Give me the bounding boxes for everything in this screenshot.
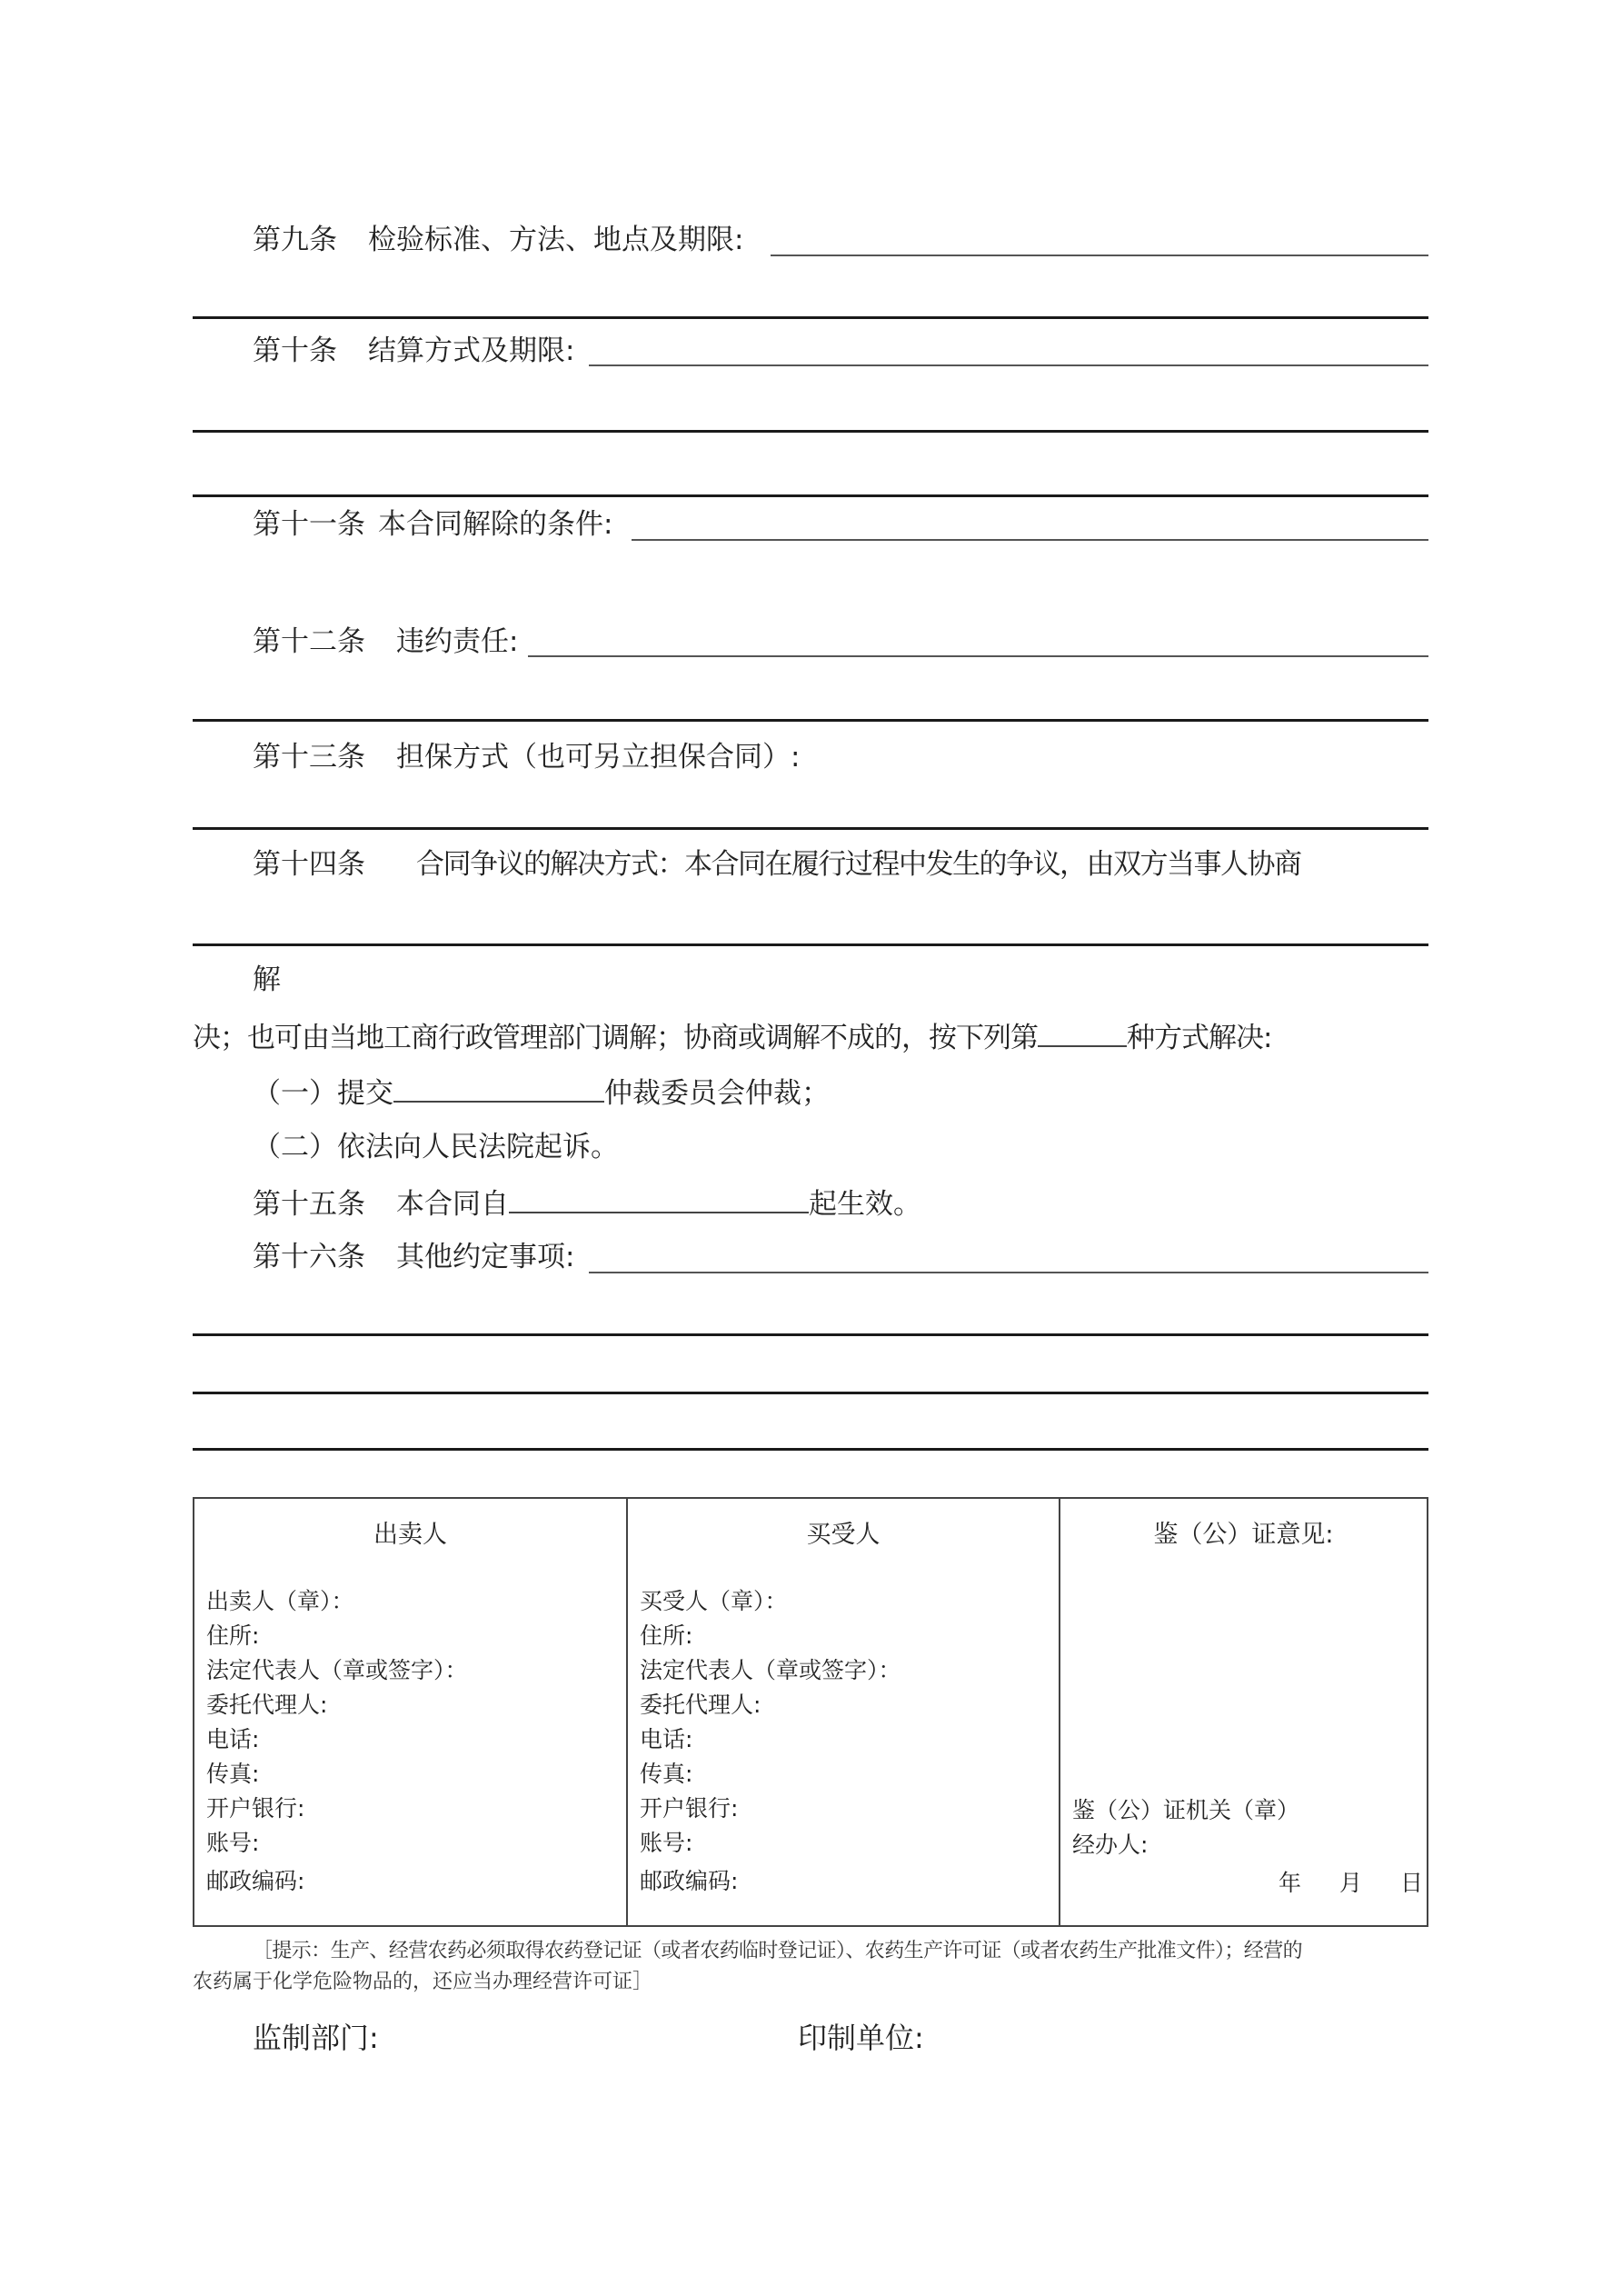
article-9-label: 第九条 [253,224,337,256]
buyer-field[interactable]: 开户银行: [640,1795,739,1822]
article-11-blank[interactable] [632,539,1428,541]
article-11-title: 本合同解除的条件: [378,508,613,541]
notary-agency[interactable]: 鉴（公）证机关（章） [1072,1797,1300,1823]
article-10 [253,333,574,369]
method-number-blank[interactable] [1038,1018,1127,1047]
arbitration-committee-blank[interactable] [393,1073,604,1103]
article-9 [253,222,743,258]
notary-date[interactable] [1240,1866,1423,1901]
signature-table [193,1497,1428,1927]
article-10-label: 第十条 [253,334,337,367]
seller-header: 出卖人 [373,1521,447,1549]
divider-line [193,430,1428,433]
article-14-option-1 [253,1073,830,1112]
notary-column [1060,1499,1427,1925]
article-13-label: 第十三条 [253,741,365,774]
buyer-field[interactable]: 委托代理人: [640,1692,761,1718]
article-12-label: 第十二条 [253,625,365,658]
article-9-blank[interactable] [771,255,1428,256]
option-1-after: 仲裁委员会仲裁； [604,1077,830,1110]
buyer-field[interactable]: 传真: [640,1761,693,1787]
seller-field[interactable]: 委托代理人: [206,1692,328,1718]
buyer-field[interactable]: 账号: [640,1830,693,1856]
article-12 [253,624,518,660]
supervising-department: 监制部门: [253,2021,379,2055]
buyer-field[interactable]: 电话: [640,1726,693,1752]
tip-note-line-2: 农药属于化学危险物品的，还应当办理经营许可证］ [193,1971,653,1993]
seller-field[interactable]: 邮政编码: [206,1868,305,1894]
article-14-label: 第十四条 [253,848,365,881]
article-10-blank[interactable] [589,364,1428,366]
seller-field[interactable]: 住所: [206,1622,260,1649]
option-1-before: （一）提交 [253,1077,393,1110]
effective-date-blank[interactable] [509,1184,809,1213]
article-16-title: 其他约定事项: [396,1241,575,1273]
notary-header: 鉴（公）证意见: [1153,1521,1334,1549]
divider-line [193,1333,1428,1336]
article-14-line-3-before: 决；也可由当地工商行政管理部门调解；协商或调解不成的，按下列第 [193,1022,1038,1054]
divider-line [193,827,1428,830]
buyer-fields [640,1584,901,1899]
printing-unit: 印制单位: [798,2021,924,2055]
date-day: 日 [1399,1870,1423,1896]
article-10-title: 结算方式及期限: [368,334,575,367]
article-16-blank[interactable] [589,1272,1428,1273]
divider-line [193,494,1428,497]
article-13 [253,739,800,775]
seller-field[interactable]: 传真: [206,1761,260,1787]
buyer-field[interactable]: 住所: [640,1622,693,1649]
seller-field[interactable]: 账号: [206,1830,260,1856]
buyer-field[interactable]: 法定代表人（章或签字）： [640,1657,901,1683]
article-14-line-3-after: 种方式解决: [1127,1022,1272,1054]
date-month: 月 [1338,1870,1362,1896]
tip-note-line-1: ［提示：生产、经营农药必须取得农药登记证（或者农药临时登记证）、农药生产许可证（或者农药生产批准文件）；经营的 [253,1940,1303,1962]
seller-field[interactable]: 电话: [206,1726,260,1752]
article-14-text: 合同争议的解决方式：本合同在履行过程中发生的争议，由双方当事人协商 [416,848,1301,881]
divider-line [193,719,1428,722]
divider-line [193,943,1428,946]
article-14-line-2: 解 [253,963,281,996]
article-14-option-2: （二）依法向人民法院起诉。 [253,1131,619,1163]
article-9-title: 检验标准、方法、地点及期限: [368,224,744,256]
article-11 [253,506,612,543]
article-12-title: 违约责任: [396,625,519,658]
article-13-title: 担保方式（也可另立担保合同）: [396,741,801,774]
notary-signoff [1072,1793,1299,1862]
notary-handler[interactable]: 经办人: [1072,1832,1149,1858]
seller-fields [206,1584,468,1899]
article-11-label: 第十一条 [253,508,365,541]
article-16-label: 第十六条 [253,1241,365,1273]
seller-field[interactable]: 出卖人（章）： [206,1588,354,1614]
article-16 [253,1239,574,1275]
buyer-field[interactable]: 邮政编码: [640,1868,739,1894]
article-15 [253,1184,921,1223]
divider-line [193,316,1428,319]
article-14-line-1 [253,846,1301,883]
seller-field[interactable]: 开户银行: [206,1795,305,1822]
article-15-label: 第十五条 [253,1188,365,1221]
divider-line [193,1392,1428,1394]
divider-line [193,1448,1428,1451]
article-15-after: 起生效。 [809,1188,921,1221]
article-15-before: 本合同自 [396,1188,509,1221]
buyer-field[interactable]: 买受人（章）： [640,1588,788,1614]
date-year: 年 [1278,1870,1301,1896]
seller-field[interactable]: 法定代表人（章或签字）： [206,1657,468,1683]
buyer-header: 买受人 [806,1521,881,1549]
article-14-line-3 [193,1018,1271,1056]
article-12-blank[interactable] [528,655,1428,657]
seller-column [194,1499,628,1925]
buyer-column [628,1499,1060,1925]
